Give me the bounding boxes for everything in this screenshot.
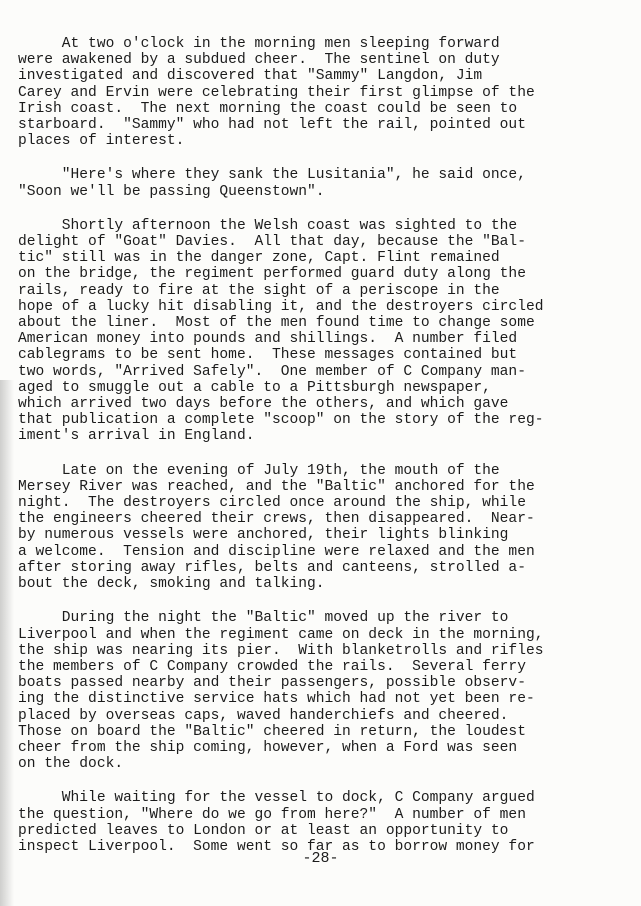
text-line: hope of a lucky hit disabling it, and the destroyers circled xyxy=(18,298,544,315)
text-line: about the liner. Most of the men found time to change some xyxy=(18,315,535,332)
text-line: cablegrams to be sent home. These messages contained but xyxy=(18,347,518,364)
text-line: At two o'clock in the morning men sleeping forward xyxy=(18,36,500,52)
text-line: Liverpool and when the regiment came on deck in the morning, xyxy=(18,626,544,643)
text-line: Those on board the "Baltic" cheered in return, the loudest xyxy=(18,723,526,740)
text-line: that publication a complete "scoop" on the story of the reg- xyxy=(18,412,544,429)
paragraph xyxy=(18,218,618,445)
text-line: the engineers cheered their crews, then disappeared. Near- xyxy=(18,511,535,528)
paragraph xyxy=(18,463,618,593)
text-line: ing the distinctive service hats which had not yet been re- xyxy=(18,691,535,708)
text-line: aged to smuggle out a cable to a Pittsburgh newspaper, xyxy=(18,379,491,396)
text-line: boats passed nearby and their passengers, possible observ- xyxy=(18,675,526,692)
text-line: on the bridge, the regiment performed guard duty along the xyxy=(18,266,526,283)
text-line: places of interest. xyxy=(18,133,185,150)
paragraph xyxy=(18,790,618,855)
text-line: on the dock. xyxy=(18,756,124,773)
text-line: which arrived two days before the others, and which gave xyxy=(18,396,509,413)
text-line: delight of "Goat" Davies. All that day, because the "Bal- xyxy=(18,234,526,251)
text-line: Late on the evening of July 19th, the mouth of the xyxy=(18,462,500,479)
text-line: were awakened by a subdued cheer. The sentinel on duty xyxy=(18,52,500,69)
text-line: During the night the "Baltic" moved up the river to xyxy=(18,610,509,627)
text-line: a welcome. Tension and discipline were relaxed and the men xyxy=(18,543,535,560)
paragraph xyxy=(18,36,618,149)
text-line: "Soon we'll be passing Queenstown". xyxy=(18,183,325,200)
text-line: bout the deck, smoking and talking. xyxy=(18,576,325,593)
text-line: iment's arrival in England. xyxy=(18,428,255,445)
text-line: by numerous vessels were anchored, their lights blinking xyxy=(18,527,509,544)
text-line: Shortly afternoon the Welsh coast was sighted to the xyxy=(18,217,518,234)
body-text xyxy=(18,36,618,873)
text-line: Irish coast. The next morning the coast could be seen to xyxy=(18,100,518,117)
text-line: starboard. "Sammy" who had not left the rail, pointed out xyxy=(18,117,526,134)
text-line: cheer from the ship coming, however, when a Ford was seen xyxy=(18,739,518,756)
text-line: While waiting for the vessel to dock, C Company argued xyxy=(18,790,535,807)
text-line: Mersey River was reached, and the "Baltic" anchored for the xyxy=(18,478,535,495)
text-line: night. The destroyers circled once around the ship, while xyxy=(18,495,526,512)
text-line: inspect Liverpool. Some went so far as to borrow money for xyxy=(18,838,535,855)
text-line: American money into pounds and shillings. A number filed xyxy=(18,331,518,348)
text-line: after storing away rifles, belts and canteens, strolled a- xyxy=(18,559,526,576)
text-line: "Here's where they sank the Lusitania", he said once, xyxy=(18,167,526,184)
text-line: the question, "Where do we go from here?" A number of men xyxy=(18,806,526,823)
text-line: predicted leaves to London or at least an opportunity to xyxy=(18,822,509,839)
text-line: tic" still was in the danger zone, Capt. Flint remained xyxy=(18,250,500,267)
paragraph xyxy=(18,167,618,199)
text-line: two words, "Arrived Safely". One member of C Company man- xyxy=(18,363,526,380)
paragraph xyxy=(18,610,618,772)
text-line: the members of C Company crowded the rails. Several ferry xyxy=(18,658,526,675)
text-line: rails, ready to fire at the sight of a periscope in the xyxy=(18,282,500,299)
text-line: investigated and discovered that "Sammy" Langdon, Jim xyxy=(18,68,483,85)
text-line: placed by overseas caps, waved handerchiefs and cheered. xyxy=(18,707,509,724)
page-number: -28- xyxy=(302,850,339,867)
text-line: the ship was nearing its pier. With blanketrolls and rifles xyxy=(18,642,544,659)
page-edge-shadow xyxy=(0,380,14,906)
text-line: Carey and Ervin were celebrating their first glimpse of the xyxy=(18,84,535,101)
